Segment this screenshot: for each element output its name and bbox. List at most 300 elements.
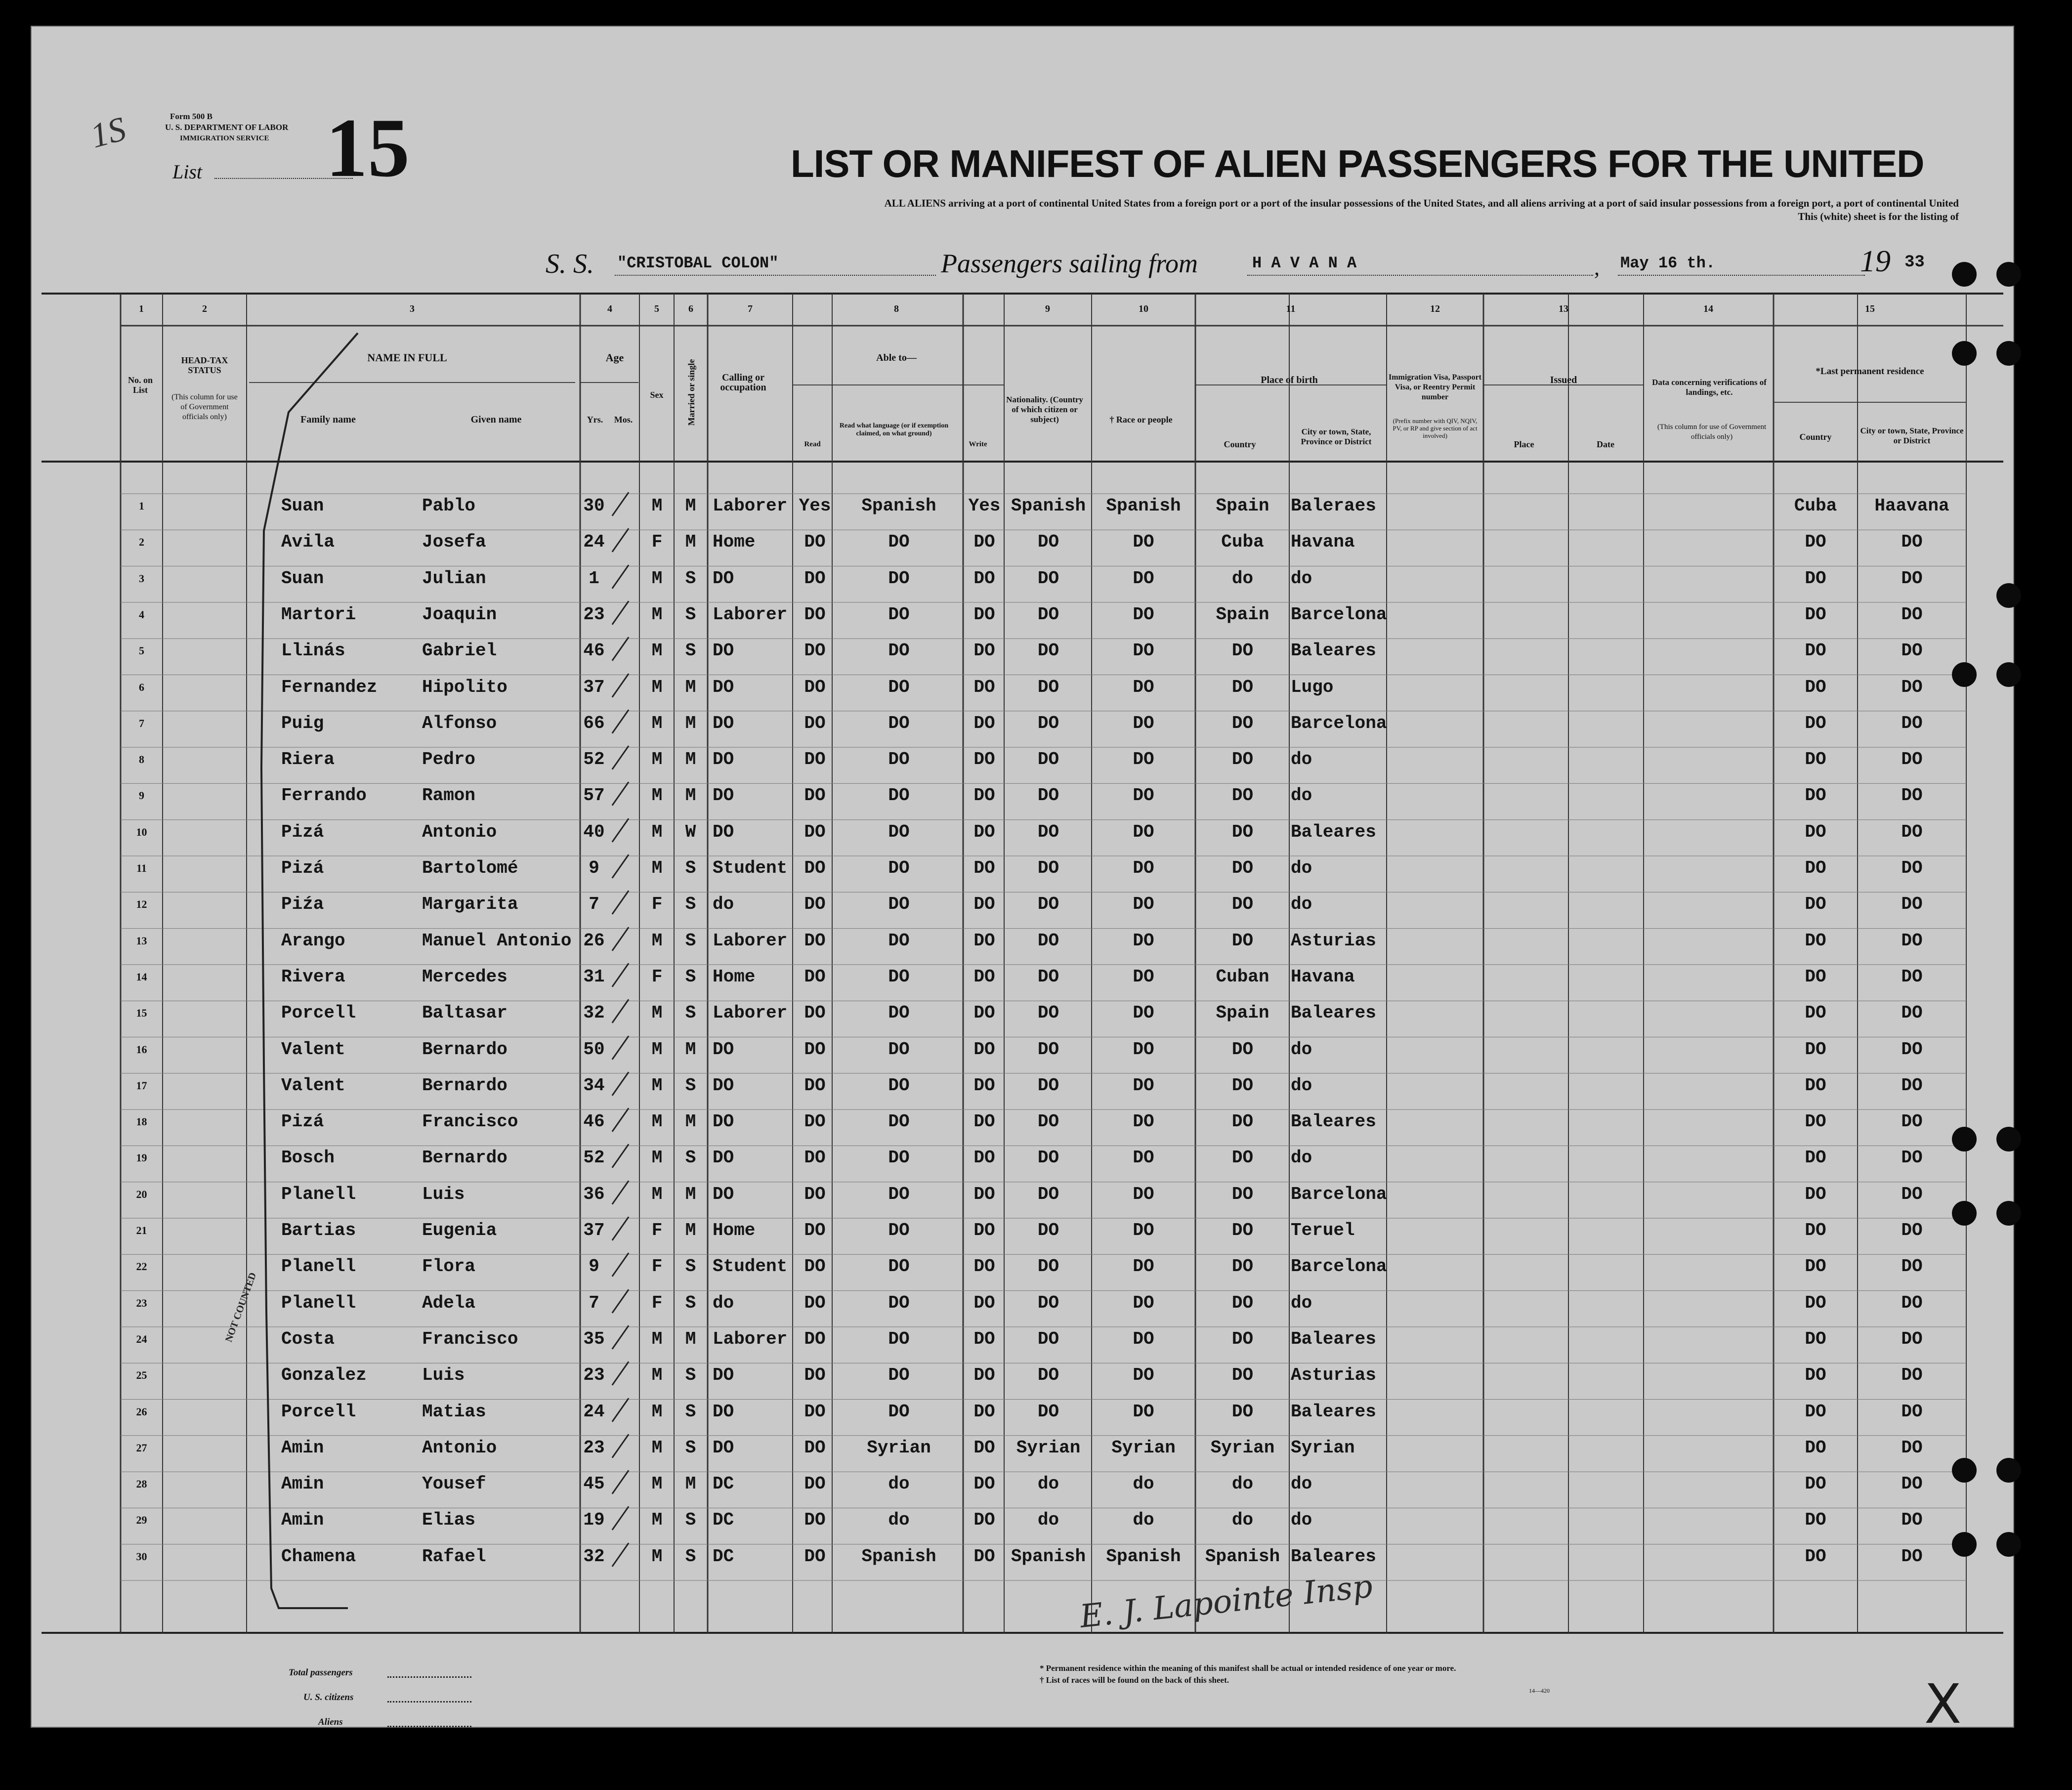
- cell-rcountry: DO: [1805, 1256, 1826, 1277]
- cell-write: Yes: [968, 496, 1001, 516]
- cell-ms: S: [685, 1437, 696, 1458]
- cell-bcity: do: [1291, 1075, 1312, 1096]
- form-number: Form 500 B: [170, 112, 212, 121]
- cell-rcountry: DO: [1805, 1003, 1826, 1023]
- subtitle-line-1: ALL ALIENS arriving at a port of continental United States from a foreign port or a port of the insular possessions of the United States, and all aliens arriving at a port of said insular possessions from a foreign port, a port of continental United: [884, 197, 1959, 209]
- cell-occ: Laborer: [713, 604, 788, 625]
- cell-lang: DO: [888, 785, 910, 806]
- cell-bcountry: DO: [1231, 1039, 1254, 1060]
- cell-given: Pedro: [422, 749, 476, 770]
- cell-sex: M: [651, 640, 663, 661]
- cell-yrs: 26: [583, 930, 605, 951]
- cell-nat: DO: [1037, 604, 1059, 625]
- header-nationality: Nationality. (Country of which citizen or subject): [1006, 395, 1083, 424]
- cell-bcountry: DO: [1231, 640, 1254, 661]
- cell-lang: DO: [888, 1184, 910, 1204]
- cell-family: Puig: [281, 713, 324, 733]
- cell-n: 3: [139, 572, 144, 585]
- cell-write: DO: [973, 1220, 995, 1240]
- cell-given: Bernardo: [422, 1075, 507, 1096]
- cell-lang: DO: [888, 1111, 910, 1132]
- cell-occ: DO: [713, 677, 734, 697]
- cell-read: DO: [804, 894, 826, 915]
- cell-bcity: do: [1291, 1039, 1312, 1060]
- header-write: Write: [969, 440, 987, 448]
- cell-sex: M: [651, 1111, 663, 1132]
- cell-race: DO: [1133, 532, 1154, 553]
- column-number: 10: [1139, 303, 1148, 314]
- cell-lang: DO: [888, 1039, 910, 1060]
- cell-bcity: Teruel: [1291, 1220, 1355, 1240]
- cell-yrs: 23: [583, 1437, 605, 1458]
- cell-rcity: DO: [1901, 604, 1923, 625]
- cell-yrs: 30: [583, 496, 605, 516]
- binder-hole: [1952, 1532, 1977, 1557]
- cell-lang: do: [888, 1510, 910, 1531]
- cell-n: 10: [136, 825, 147, 838]
- cell-sex: M: [651, 1437, 663, 1458]
- cell-sex: M: [651, 568, 663, 589]
- cell-given: Luis: [422, 1184, 465, 1204]
- cell-occ: DC: [713, 1474, 734, 1494]
- cell-lang: DO: [888, 1003, 910, 1023]
- cell-n: 4: [139, 608, 144, 621]
- cell-rcountry: DO: [1805, 1546, 1826, 1567]
- cell-race: DO: [1133, 749, 1154, 770]
- cell-given: Mercedes: [422, 966, 507, 987]
- cell-nat: DO: [1037, 1328, 1059, 1349]
- header-verifications: Data concerning verifications of landings, etc.: [1652, 378, 1767, 397]
- subtitle-line-2: This (white) sheet is for the listing of: [1798, 211, 1959, 222]
- cell-ms: S: [685, 1003, 696, 1023]
- header-issued: Issued: [1550, 375, 1577, 385]
- cell-write: DO: [973, 749, 995, 770]
- cell-ms: S: [685, 640, 696, 661]
- cell-occ: DC: [713, 1546, 734, 1567]
- cell-yrs: 45: [583, 1474, 605, 1494]
- cell-race: DO: [1133, 894, 1154, 915]
- cell-bcountry: do: [1231, 1510, 1254, 1531]
- cell-rcountry: DO: [1805, 894, 1826, 915]
- cell-rcity: DO: [1901, 1437, 1923, 1458]
- cell-yrs: 66: [583, 713, 605, 733]
- footer-total-passengers: Total passengers: [289, 1667, 353, 1678]
- cell-yrs: 9: [589, 1256, 599, 1277]
- header-family-name: Family name: [300, 414, 356, 425]
- column-number: 9: [1045, 303, 1050, 314]
- header-married-single: Married or single: [686, 359, 696, 426]
- cell-write: DO: [973, 1184, 995, 1204]
- cell-read: DO: [804, 1474, 826, 1494]
- cell-nat: DO: [1037, 1401, 1059, 1422]
- cell-rcountry: DO: [1805, 1437, 1826, 1458]
- cell-nat: DO: [1037, 713, 1059, 733]
- cell-lang: DO: [888, 1220, 910, 1240]
- cell-write: DO: [973, 1401, 995, 1422]
- column-number: 6: [688, 303, 693, 314]
- cell-bcity: Baleares: [1291, 1546, 1376, 1567]
- page-title: LIST OR MANIFEST OF ALIEN PASSENGERS FOR THE UNITED: [791, 142, 1924, 185]
- cell-lang: DO: [888, 1292, 910, 1313]
- cell-nat: DO: [1037, 1111, 1059, 1132]
- cell-write: DO: [973, 821, 995, 842]
- cell-read: Yes: [799, 496, 831, 516]
- cell-nat: do: [1037, 1510, 1059, 1531]
- cell-write: DO: [973, 1256, 995, 1277]
- cell-occ: Student: [713, 858, 788, 878]
- cell-rcity: Haavana: [1874, 496, 1949, 516]
- cell-rcity: DO: [1901, 1401, 1923, 1422]
- cell-given: Ramon: [422, 785, 476, 806]
- cell-rcountry: DO: [1805, 1328, 1826, 1349]
- cell-ms: M: [685, 1328, 696, 1349]
- cell-read: DO: [804, 1003, 826, 1023]
- cell-bcountry: DO: [1231, 821, 1254, 842]
- cell-race: DO: [1133, 785, 1154, 806]
- cell-read: DO: [804, 1292, 826, 1313]
- cell-ms: M: [685, 785, 696, 806]
- cell-rcountry: DO: [1805, 1075, 1826, 1096]
- cell-bcountry: DO: [1231, 749, 1254, 770]
- cell-rcity: DO: [1901, 1184, 1923, 1204]
- cell-ms: S: [685, 1365, 696, 1386]
- cell-bcountry: DO: [1231, 930, 1254, 951]
- cell-given: Bartolomé: [422, 858, 518, 878]
- cell-given: Bernardo: [422, 1148, 507, 1168]
- cell-race: DO: [1133, 1075, 1154, 1096]
- cell-rcity: DO: [1901, 1148, 1923, 1168]
- cell-lang: DO: [888, 1401, 910, 1422]
- header-last-residence: *Last permanent residence: [1816, 366, 1924, 377]
- column-number: 1: [139, 303, 144, 314]
- cell-nat: DO: [1037, 1365, 1059, 1386]
- cell-race: DO: [1133, 1003, 1154, 1023]
- cell-rcity: DO: [1901, 749, 1923, 770]
- cell-bcity: do: [1291, 894, 1312, 915]
- cell-rcity: DO: [1901, 1111, 1923, 1132]
- cell-lang: DO: [888, 1148, 910, 1168]
- cell-ms: M: [685, 532, 696, 553]
- cell-occ: Laborer: [713, 1328, 788, 1349]
- cell-yrs: 37: [583, 677, 605, 697]
- cell-yrs: 36: [583, 1184, 605, 1204]
- cell-nat: DO: [1037, 1220, 1059, 1240]
- cell-ms: M: [685, 713, 696, 733]
- cell-ms: M: [685, 749, 696, 770]
- footer-citizens-line: [387, 1701, 471, 1703]
- cell-sex: M: [651, 1328, 663, 1349]
- year-prefix: 19: [1860, 245, 1891, 278]
- cell-n: 17: [136, 1079, 147, 1092]
- cell-nat: do: [1037, 1474, 1059, 1494]
- cell-given: Luis: [422, 1365, 465, 1386]
- cell-occ: DO: [713, 749, 734, 770]
- header-visa: Immigration Visa, Passport Visa, or Reentry Permit number: [1389, 373, 1481, 401]
- cell-race: DO: [1133, 966, 1154, 987]
- cell-nat: DO: [1037, 532, 1059, 553]
- cell-rcountry: DO: [1805, 785, 1826, 806]
- cell-sex: F: [651, 1220, 663, 1240]
- cell-read: DO: [804, 713, 826, 733]
- cell-yrs: 34: [583, 1075, 605, 1096]
- year-suffix: 33: [1904, 253, 1925, 272]
- cell-occ: DO: [713, 1075, 734, 1096]
- cell-race: DO: [1133, 1184, 1154, 1204]
- cell-rcountry: DO: [1805, 1510, 1826, 1531]
- cell-family: Pizá: [281, 821, 324, 842]
- cell-race: DO: [1133, 640, 1154, 661]
- cell-rcountry: DO: [1805, 1401, 1826, 1422]
- header-head-tax: HEAD-TAX STATUS: [181, 355, 228, 375]
- cell-n: 24: [136, 1332, 147, 1345]
- header-res-country: Country: [1799, 432, 1832, 442]
- cell-given: Elias: [422, 1510, 476, 1531]
- cell-rcountry: Cuba: [1794, 496, 1837, 516]
- header-race: † Race or people: [1109, 415, 1173, 425]
- cell-sex: M: [651, 1148, 663, 1168]
- cell-occ: Laborer: [713, 930, 788, 951]
- header-age: Age: [605, 351, 624, 364]
- cell-ms: M: [685, 1039, 696, 1060]
- cell-write: DO: [973, 1039, 995, 1060]
- cell-nat: DO: [1037, 785, 1059, 806]
- cell-bcountry: Spain: [1216, 496, 1269, 516]
- cell-sex: F: [651, 1292, 663, 1313]
- cell-family: Riera: [281, 749, 335, 770]
- ship-name: "CRISTOBAL COLON": [617, 254, 779, 272]
- cell-bcountry: do: [1231, 568, 1254, 589]
- cell-rcity: DO: [1901, 1546, 1923, 1567]
- cell-read: DO: [804, 640, 826, 661]
- header-name-in-full: NAME IN FULL: [367, 351, 447, 364]
- cell-read: DO: [804, 532, 826, 553]
- cell-read: DO: [804, 1075, 826, 1096]
- cell-given: Josefa: [422, 532, 486, 553]
- binder-hole: [1952, 341, 1977, 366]
- cell-family: Pizá: [281, 1111, 324, 1132]
- cell-write: DO: [973, 1003, 995, 1023]
- cell-n: 9: [139, 789, 144, 802]
- cell-bcity: do: [1291, 858, 1312, 878]
- cell-given: Matias: [422, 1401, 486, 1422]
- cell-race: Syrian: [1111, 1437, 1176, 1458]
- cell-family: Chamena: [281, 1546, 356, 1567]
- cell-read: DO: [804, 1328, 826, 1349]
- cell-sex: M: [651, 749, 663, 770]
- cell-nat: Syrian: [1016, 1437, 1081, 1458]
- cell-yrs: 46: [583, 1111, 605, 1132]
- cell-occ: DO: [713, 785, 734, 806]
- cell-lang: DO: [888, 966, 910, 987]
- cell-sex: M: [651, 677, 663, 697]
- cell-family: Costa: [281, 1328, 335, 1349]
- cell-family: Bosch: [281, 1148, 335, 1168]
- cell-bcity: do: [1291, 785, 1312, 806]
- cell-n: 30: [136, 1550, 147, 1563]
- cell-write: DO: [973, 966, 995, 987]
- cell-ms: S: [685, 1510, 696, 1531]
- cell-sex: M: [651, 930, 663, 951]
- cell-rcountry: DO: [1805, 532, 1826, 553]
- cell-read: DO: [804, 1111, 826, 1132]
- cell-ms: M: [685, 1220, 696, 1240]
- cell-rcountry: DO: [1805, 821, 1826, 842]
- cell-bcountry: DO: [1231, 1328, 1254, 1349]
- header-read: Read: [804, 440, 821, 448]
- cell-bcountry: DO: [1231, 1401, 1254, 1422]
- cell-family: Bartias: [281, 1220, 356, 1240]
- header-read-language: Read what language (or if exemption claimed, on what ground): [839, 422, 949, 437]
- cell-bcity: Barcelona: [1291, 713, 1387, 733]
- cell-ms: S: [685, 1401, 696, 1422]
- cell-nat: DO: [1037, 568, 1059, 589]
- cell-write: DO: [973, 894, 995, 915]
- cell-yrs: 52: [583, 749, 605, 770]
- cell-sex: M: [651, 604, 663, 625]
- cell-race: DO: [1133, 858, 1154, 878]
- cell-rcountry: DO: [1805, 604, 1826, 625]
- cell-n: 22: [136, 1260, 147, 1273]
- cell-family: Porcell: [281, 1003, 356, 1023]
- binder-hole: [1952, 1127, 1977, 1151]
- cell-sex: M: [651, 496, 663, 516]
- cell-family: Amin: [281, 1437, 324, 1458]
- header-given-name: Given name: [470, 414, 522, 425]
- cell-bcountry: DO: [1231, 858, 1254, 878]
- cell-bcity: do: [1291, 1510, 1312, 1531]
- cell-nat: DO: [1037, 640, 1059, 661]
- cell-occ: do: [713, 894, 734, 915]
- cell-yrs: 24: [583, 1401, 605, 1422]
- cell-given: Joaquin: [422, 604, 497, 625]
- cell-sex: M: [651, 1184, 663, 1204]
- cell-nat: DO: [1037, 858, 1059, 878]
- cell-bcountry: DO: [1231, 1256, 1254, 1277]
- cell-bcountry: DO: [1231, 785, 1254, 806]
- cell-occ: Home: [713, 966, 756, 987]
- cell-n: 18: [136, 1115, 147, 1128]
- department: U. S. DEPARTMENT OF LABOR: [165, 123, 289, 132]
- column-number: 15: [1865, 303, 1875, 314]
- cell-yrs: 50: [583, 1039, 605, 1060]
- cell-given: Rafael: [422, 1546, 486, 1567]
- cell-bcountry: Spain: [1216, 1003, 1269, 1023]
- cell-sex: F: [651, 532, 663, 553]
- cell-rcity: DO: [1901, 1039, 1923, 1060]
- cell-yrs: 57: [583, 785, 605, 806]
- cell-family: Amin: [281, 1474, 324, 1494]
- cell-race: DO: [1133, 1220, 1154, 1240]
- cell-bcity: Lugo: [1291, 677, 1334, 697]
- cell-nat: DO: [1037, 1003, 1059, 1023]
- cell-given: Baltasar: [422, 1003, 507, 1023]
- cell-sex: F: [651, 894, 663, 915]
- binder-hole: [1996, 1532, 2021, 1557]
- cell-occ: DO: [713, 713, 734, 733]
- cell-read: DO: [804, 677, 826, 697]
- cell-sex: M: [651, 821, 663, 842]
- cell-sex: M: [651, 1365, 663, 1386]
- cell-lang: Spanish: [861, 496, 936, 516]
- cell-occ: DO: [713, 1365, 734, 1386]
- cell-rcountry: DO: [1805, 1474, 1826, 1494]
- cell-bcity: do: [1291, 749, 1312, 770]
- cell-bcountry: Syrian: [1210, 1437, 1275, 1458]
- cell-occ: DC: [713, 1510, 734, 1531]
- cell-bcity: Baleares: [1291, 640, 1376, 661]
- cell-bcity: do: [1291, 1148, 1312, 1168]
- footer-note-2: † List of races will be found on the back of this sheet.: [1040, 1675, 1229, 1685]
- cell-n: 15: [136, 1007, 147, 1020]
- cell-occ: Laborer: [713, 496, 788, 516]
- cell-nat: Spanish: [1011, 496, 1086, 516]
- cell-n: 14: [136, 970, 147, 983]
- cell-rcity: DO: [1901, 785, 1923, 806]
- cell-bcity: Baleares: [1291, 821, 1376, 842]
- cell-given: Antonio: [422, 821, 497, 842]
- binder-hole: [1996, 662, 2021, 687]
- cell-yrs: 19: [583, 1510, 605, 1531]
- cell-given: Alfonso: [422, 713, 497, 733]
- cell-write: DO: [973, 1148, 995, 1168]
- cell-bcountry: DO: [1231, 713, 1254, 733]
- cell-rcity: DO: [1901, 966, 1923, 987]
- cell-family: Porcell: [281, 1401, 356, 1422]
- cell-occ: DO: [713, 1039, 734, 1060]
- cell-n: 26: [136, 1405, 147, 1418]
- cell-sex: M: [651, 785, 663, 806]
- footer-us-citizens: U. S. citizens: [303, 1692, 354, 1703]
- cell-read: DO: [804, 1184, 826, 1204]
- service: IMMIGRATION SERVICE: [180, 134, 269, 142]
- cell-race: DO: [1133, 1111, 1154, 1132]
- cell-ms: M: [685, 496, 696, 516]
- cell-ms: S: [685, 604, 696, 625]
- cell-given: Gabriel: [422, 640, 497, 661]
- cell-race: do: [1133, 1510, 1154, 1531]
- cell-rcity: DO: [1901, 858, 1923, 878]
- cell-read: DO: [804, 1256, 826, 1277]
- cell-sex: M: [651, 1039, 663, 1060]
- cell-read: DO: [804, 821, 826, 842]
- cell-write: DO: [973, 677, 995, 697]
- cell-family: Piźa: [281, 894, 324, 915]
- cell-family: Fernandez: [281, 677, 378, 697]
- cell-n: 21: [136, 1224, 147, 1236]
- cell-sex: M: [651, 713, 663, 733]
- cell-n: 8: [139, 753, 144, 766]
- cell-occ: Home: [713, 1220, 756, 1240]
- cell-nat: DO: [1037, 821, 1059, 842]
- cell-ms: S: [685, 568, 696, 589]
- port-name: H A V A N A: [1252, 254, 1357, 272]
- cell-read: DO: [804, 1401, 826, 1422]
- cell-read: DO: [804, 785, 826, 806]
- cell-yrs: 40: [583, 821, 605, 842]
- cell-read: DO: [804, 568, 826, 589]
- cell-bcountry: DO: [1231, 1111, 1254, 1132]
- cell-nat: DO: [1037, 1292, 1059, 1313]
- cell-given: Flora: [422, 1256, 476, 1277]
- cell-rcountry: DO: [1805, 749, 1826, 770]
- cell-write: DO: [973, 785, 995, 806]
- cell-bcountry: Cuba: [1221, 532, 1264, 553]
- cell-read: DO: [804, 1437, 826, 1458]
- binder-hole: [1952, 1458, 1977, 1483]
- cell-bcity: Baleares: [1291, 1401, 1376, 1422]
- column-number: 11: [1286, 303, 1296, 314]
- binder-hole: [1996, 1458, 2021, 1483]
